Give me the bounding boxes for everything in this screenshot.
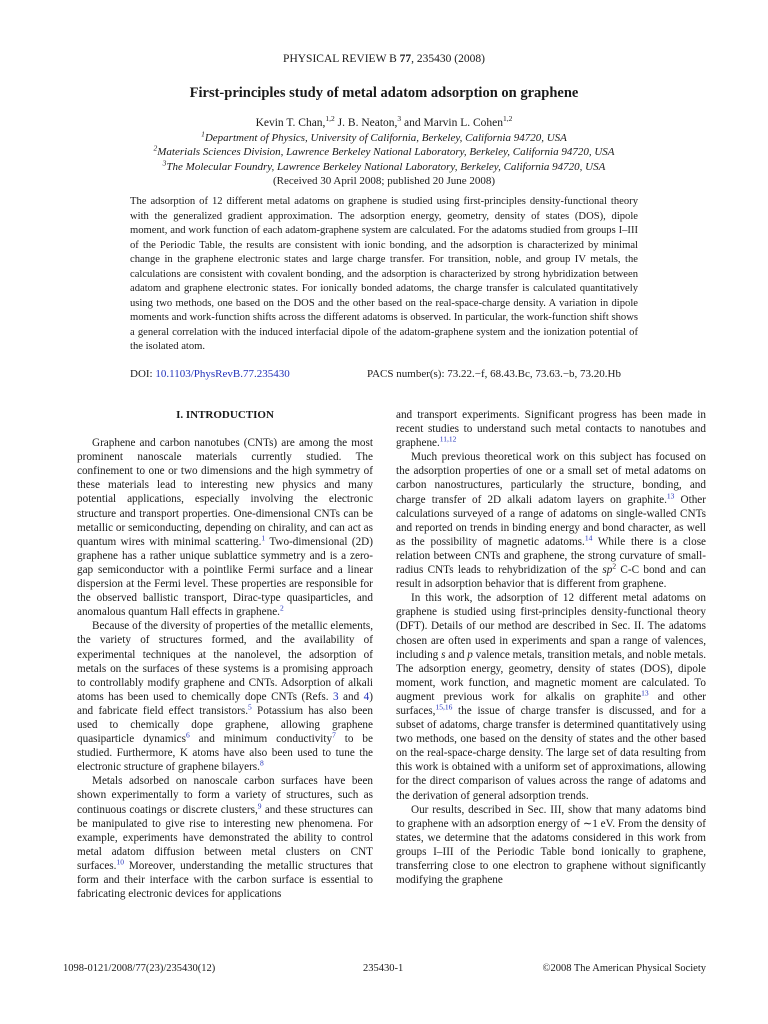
- reference-link[interactable]: 10: [116, 857, 124, 867]
- paragraph: Our results, described in Sec. III, show that many adatoms bind to graphene with an adsorption energy of ∼1 eV. From the density of states, we determine that the adatoms considered in this work from groups I–III of the Periodic Table bond ionically to graphene, transferring close to one electron to graphene without significantly modifying the graphene: [396, 803, 706, 887]
- section-heading: I. INTRODUCTION: [176, 409, 274, 421]
- affiliation-line: $^2$Materials Sciences Division, Lawrence Berkeley National Laboratory, Berkeley, California 94720, USA: [153, 143, 615, 159]
- page-number: 235430-1: [363, 963, 404, 974]
- italic-term: p: [467, 648, 473, 661]
- reference-link[interactable]: 5: [248, 702, 252, 712]
- article-info: , 235430 (2008): [411, 53, 485, 65]
- abstract: The adsorption of 12 different metal adatoms on graphene is studied using first-principles density-functional theory with the generalized gradient approximation. The adsorption energy, geometry, density of states (DOS), dipole moment, and work function of each adatom-graphene system are calculated. For the adatoms studied from groups I–III of the Periodic Table, the results are consistent with ionic bonding, and the adsorption is characterized by minimal change in the graphene electronic states and large charge transfer. For transition, noble, and group IV metals, the calculations are consistent with covalent bonding, and the adsorption is characterized by strong hybridization between adatom and graphene electronic states. For ionically bonded adatoms, the charge transfer is calculated quantitatively using two methods, one based on the DOS and the other based on the real-space-charge density. A variation in dipole moments and work-function shifts across the different adatoms is observed. In particular, the work-function shift shows a general correlation with the induced interfacial dipole of the adatom-graphene system and the ionization potential of the isolated atom.: [130, 196, 638, 353]
- doi-pacs-row: [130, 368, 638, 380]
- author-list: [0, 114, 768, 129]
- affiliation-line: $^3$The Molecular Foundry, Lawrence Berkeley National Laboratory, Berkeley, California 94720, USA: [162, 157, 606, 173]
- pacs-numbers: PACS number(s): 73.22.−f, 68.43.Bc, 73.63.−b, 73.20.Hb: [367, 368, 622, 380]
- reference-link[interactable]: 1: [261, 533, 266, 543]
- italic-term: sp: [602, 564, 613, 577]
- affiliation-line: $^1$Department of Physics, University of California, Berkeley, California 94720, USA: [201, 129, 567, 144]
- author-affil-sup: 1,2: [325, 114, 335, 124]
- right-column: [396, 408, 706, 887]
- journal-header: [0, 53, 768, 65]
- paragraph: In this work, the adsorption of 12 different metal adatoms on graphene is studied using first-principles density-functional theory (DFT). Details of our method are described in Sec. II. The adatoms chosen are often used in experiments and span a range of valences, including s and p valence metals, transition metals, and noble metals. The adsorption energy, geometry, density of states (DOS), dipole moment, work function, and magnetic moment are calculated. To augment previous work for alkalis on graphite$^{13}$ and other surfaces,$^{15,16}$ the issue of charge transfer is discussed, and for a subset of adatoms, charge transfer is determined quantitatively using two methods, one based on the density of states and the other based on the real-space-charge density. The large set of data resulting from this work is obtained with a uniform set of approximations, allowing for the direct comparison of values across the range of adatoms and the derivation of general adsorption trends.: [396, 592, 707, 802]
- footer-copyright: ©2008 The American Physical Society: [542, 963, 706, 974]
- reference-link[interactable]: 15,16: [435, 702, 453, 712]
- italic-term: s: [441, 648, 446, 661]
- page-footer: [63, 963, 706, 974]
- reference-link[interactable]: 14: [584, 533, 593, 543]
- reference-link[interactable]: 13: [641, 688, 649, 698]
- received-dates: (Received 30 April 2008; published 20 June 2008): [272, 175, 496, 187]
- reference-link[interactable]: 2: [279, 603, 284, 613]
- left-column: [77, 408, 373, 901]
- reference-link[interactable]: 13: [666, 490, 675, 500]
- paragraph: Metals adsorbed on nanoscale carbon surfaces have been shown experimentally to form a variety of structures, such as continuous coatings or discrete clusters,$^9$ and these structures can be manipulated to give rise to interesting new phenomena. For example, experiments have demonstrated the ability to control metal adatom diffusion between metal clusters on CNT surfaces.$^{10}$ Moreover, understanding the metallic structures that form and their interface with the carbon surface is essential to fabricating electronic devices for applications: [77, 775, 373, 901]
- author-affil-sup: 3: [397, 114, 402, 124]
- superscript: 2: [612, 561, 617, 571]
- paragraph: Graphene and carbon nanotubes (CNTs) are among the most prominent nanoscale materials currently studied. The confinement to one or two dimensions and the high symmetry of these materials lead to interesting new physics and many potential applications, especially involving the electronic structure and transport properties. One-dimensional CNTs can be metallic or semiconducting, depending on chirality, and can act as quantum wires with minimal scattering.$^1$ Two-dimensional (2D) graphene has a rather unique sublattice symmetry and is a zero-gap semiconductor with a pointlike Fermi surface and a linear dispersion at the Fermi level. These properties are responsible for the observed ballistic transport, Dirac-type quasiparticles, and anomalous quantum Hall effects in graphene.$^2$: [77, 437, 373, 619]
- reference-link[interactable]: 4: [363, 690, 370, 703]
- author-name: Kevin T. Chan,: [255, 117, 326, 129]
- reference-link[interactable]: 11,12: [439, 434, 457, 444]
- author-name: J. B. Neaton,: [334, 117, 398, 129]
- paragraph: Because of the diversity of properties of the metallic elements, the variety of structures formed, and the availability of experimental techniques at the nanolevel, the adsorption of metals on the surfaces of these systems is a promising approach to controllably modify graphene and CNTs. Adsorption of alkali atoms has been used to chemically dope CNTs (Refs. 3 and 4) and fabricate field effect transistors.$^5$ Potassium has also been used to chemically dope graphene, allowing graphene quasiparticle dynamics$^6$ and minimum conductivity$^7$ to be studied. Furthermore, K atoms have also been used to tune the electronic structure of graphene bilayers.$^8$: [77, 620, 373, 774]
- author-name: and Marvin L. Cohen: [401, 117, 504, 129]
- reference-link[interactable]: 9: [257, 800, 262, 810]
- journal-volume: 77: [399, 53, 412, 65]
- doi-link[interactable]: 10.1103/PhysRevB.77.235430: [155, 368, 290, 380]
- journal-name: PHYSICAL REVIEW B: [283, 53, 397, 65]
- affiliations: [0, 131, 768, 174]
- reference-link[interactable]: 7: [332, 730, 336, 740]
- reference-link[interactable]: 6: [185, 730, 190, 740]
- paper-title: First-principles study of metal adatom adsorption on graphene: [189, 85, 579, 101]
- reference-link[interactable]: 3: [332, 690, 339, 703]
- doi-label: DOI:: [130, 368, 153, 380]
- paragraph: and transport experiments. Significant progress has been made in recent studies to understand such metal contacts to nanotubes and graphene.$^{11,12}$: [396, 409, 706, 450]
- author-affil-sup: 1,2: [503, 114, 513, 124]
- reference-link[interactable]: 8: [259, 758, 264, 768]
- paragraph: Much previous theoretical work on this subject has focused on the adsorption properties of one or a small set of metal adatoms on carbon nanostructures, particularly the structure, bonding, and charge transfer of 2D alkali adatom layers on graphite.$^{13}$ Other calculations surveyed of a range of adatoms on single-walled CNTs and reported on trends in binding energy and bond character, as well as the possibility of magnetic adatoms.$^{14}$ While there is a close relation between CNTs and graphene, the strong curvature of small-radius CNTs leads to rehybridization of the $sp^2$ C-C bond and can result in adsorption behavior that is different from graphene.: [396, 451, 707, 591]
- footer-issn: 1098-0121/2008/77(23)/235430(12): [63, 963, 216, 974]
